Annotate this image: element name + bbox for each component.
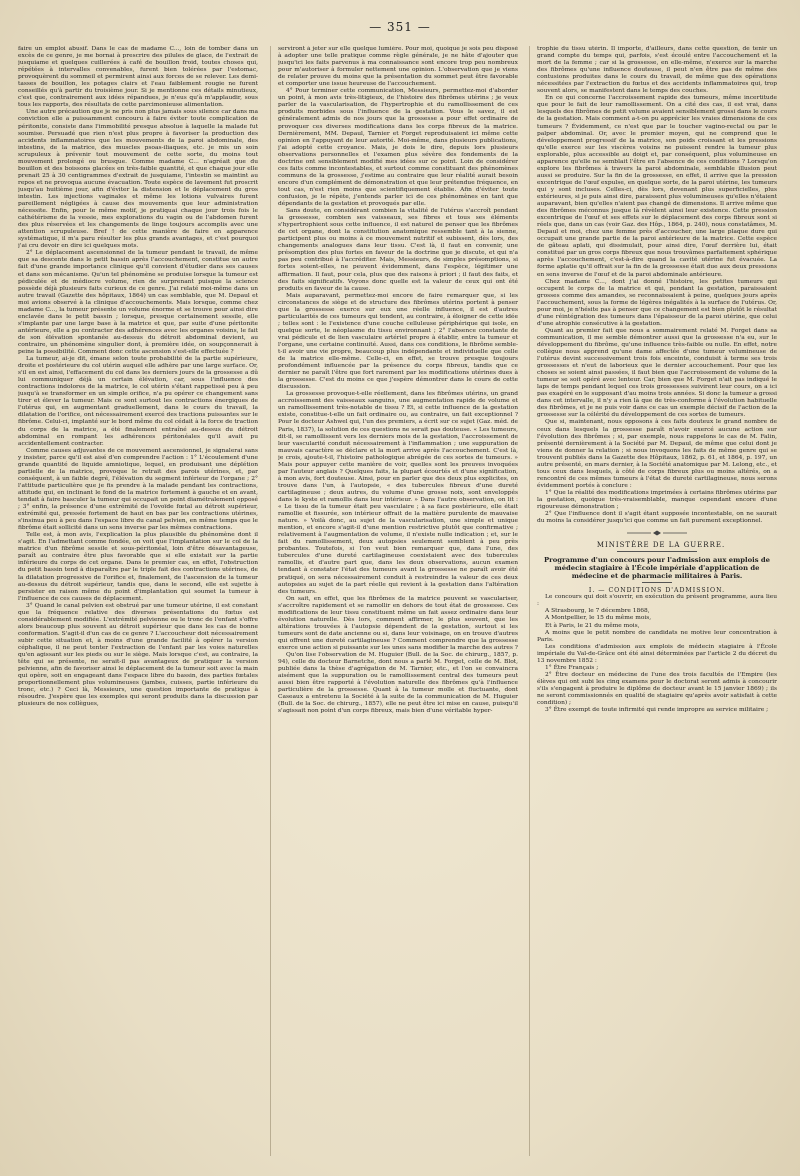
paragraph: trophie du tissu utérin. Il importe, d'ailleurs, dans cette question, de tenir un grand compte du temps qui, parfois, s'est écoulé entre l'accouchement et la mort de la femme ; car si la grossesse, en elle-même, n'exerce sur la marche des fibrômes qu'une influence douteuse, il peut n'en être pas de même des contusions produites dans le cours du travail, de même que des opérations nécessitées par l'extraction du fœtus et des accidents inflammatoires qui, trop souvent alors, se manifestent dans le temps des couches.	[537, 46, 777, 95]
paragraph: Quant au premier fait que nous a sommairement relaté M. Forget dans sa communication, il me semble démontrer aussi que la grossesse n'a eu, sur le développement du fibrôme, qu'une influence très-faible ou nulle. En effet, notre collègue nous apprend qu'une dame affectée d'une tumeur volumineuse de l'utérus devint successivement trois fois enceinte, conduisit à terme ses trois grossesses et n'eut de laborieux que le dernier accouchement. Pour que les choses se soient ainsi passées, il faut bien que l'accroissement de volume de la tumeur se soit opéré avec lenteur. Car, bien que M. Forget n'ait pas indiqué le laps de temps pendant lequel ces trois grossesses suivirent leur cours, on a ici pas exagéré en le supposant d'au moins trois années. Si donc la tumeur a grossi dans cet intervalle, il n'y a rien là que de très-conforme à l'évolution habituelle des fibrômes, et je ne puis voir dans ce cas un exemple décisif de l'action de la grossesse sur la célérité du développement de ces sortes de tumeurs.	[537, 327, 777, 419]
paragraph: A Strasbourg, le 7 décembre 1868,	[545, 608, 650, 615]
paragraph: Une autre précaution que je ne pris non plus jamais sous silence car dans ma conviction elle a puissamment concouru à faire éviter toute complication de péritonite, consiste dans l'immobilité presque absolue à laquelle la malade fut soumise. Persuadé que rien n'est plus propre à favoriser la production des accidents inflammatoires que les mouvements de la paroi abdominale, des intestins, de la matrice, des muscles psoas-iliaques, etc. je mis un soin scrupuleux à prévenir tout mouvement de cette sorte, du moins tout mouvement prolongé ou brusque. Comme madame C... n'agréait que du bouillon et des boissons glacées en très-faible quantité, et que chaque jour elle prenait 25 à 30 centigrammes d'extrait de jusquiame, l'intestin se maintint au repos et ne provoqua aucune évacuation. Toute espèce de lavement fut proscrit jusqu'au huitième jour, afin d'éviter la distension et le déplacement du gros intestin. Les injections vaginales et même les lotions vulvaires furent pareillement négligées à cause des mouvements que leur administration nécessite. Enfin, pour le même motif, je pratiquai chaque jour trois fois le cathétérisme de la vessie, mes explorations du vagin ou de l'abdomen furent des plus réservées et les changements de linge toujours accomplis avec une attention scrupuleuse. Bref ! de cette manière de faire en apparence systématique, il m'a paru résulter les plus grands avantages, et c'est pourquoi j'ai cru devoir en dire ici quelques mots.	[18, 109, 258, 250]
paragraph: Les conditions d'admission aux emplois de médecin stagiaire à l'École impériale du Val-de-Grâce ont été ainsi déterminées par l'article 2 du décret du 13 novembre 1852 :	[537, 643, 777, 664]
paragraph: Comme causes adjuvantes de ce mouvement ascensionnel, je signalerai sans y insister, parce qu'il est aisé d'en comprendre l'action : 1° L'écoulement d'une grande quantité de liquide amniotique, lequel, en produisant une déplétion partielle de la matrice, provoque le retrait des parois utérines, et, par conséquent, à un faible degré, l'élévation du segment inférieur de l'organe ; 2° l'attitude particulière que je fis prendre à la malade pendant les contractions, attitude qui, en inclinant le fond de la matrice fortement à gauche et en avant, tendait à faire basculer la tumeur qui occupait un point diamétralement opposé ; 3° enfin, la présence d'une extrémité de l'ovoïde fœtal au détroit supérieur, extrémité qui, pressée fortement de haut en bas par les contractions utérines, s'insinua peu à peu dans l'espace libre du canal pelvien, en même temps que le fibrôme était sollicité dans un sens inverse par les mêmes contractions.	[18, 447, 258, 532]
paragraph: Telle est, à mon avis, l'explication la plus plausible du phénomène dont il s'agit. En l'admettant comme fondée, on voit que l'implantation sur le col de la matrice d'un fibrôme sessile et sous-péritonéal, loin d'être désavantageuse, paraît au contraire être plus favorable que si elle existait sur la partie inférieure du corps de cet organe. Dans le premier cas, en effet, l'obstruction du petit bassin tend à disparaître par le triple fait des contractions utérines, de la dilatation progressive de l'orifice et, finalement, de l'ascension de la tumeur au-dessus du détroit supérieur, tandis que, dans le second, elle est sujette à persister en raison même du point d'implantation qui soumet la tumeur à l'influence de ces causes de déplacement.	[18, 532, 258, 602]
text-column-3	[537, 46, 777, 1161]
paragraph: Qu'on lise l'observation de M. Huguier (Bull. de la Soc. de chirurg., 1857, p. 94), celle du docteur Barnetche, dont nous a parlé M. Forget, celle de M. Blot, publiée dans la thèse d'agrégation de M. Tarnier, etc., et l'on se convaincra aisément que la suppuration ou le ramollissement central des tumeurs peut aussi bien être rapporté à l'évolution naturelle des fibrômes qu'à l'influence particulière de la grossesse. Quant à la tumeur molle et fluctuante, dont Caseaux a entretenu la Société à la suite de la communication de M. Huguier (Bull. de la Soc. de chirurg., 1857), elle ne peut être ici mise en cause, puisqu'il s'agissait non point d'un corps fibreux, mais bien d'une véritable hyper-	[278, 652, 518, 715]
paragraph: La grossesse provoque-t-elle réellement, dans les fibrômes utérins, un grand accroissement des vaisseaux sanguins, une augmentation rapide de volume et un ramollissement très-notable de tissu ? Et, si cette influence de la gestation existe, constitue-t-elle un fait ordinaire ou, au contraire, un fait exceptionnel ? Pour le docteur Ashwel qui, l'un des premiers, a écrit sur ce sujet (Gaz. méd. de Paris, 1837), la solution de ces questions ne serait pas douteuse. « Les tumeurs, dit-il, se ramollissent vers les derniers mois de la gestation, l'accroissement de leur vascularité conduit nécessairement à l'inflammation ; une suppuration de mauvais caractère se déclare et la mort arrive après l'accouchement. C'est là, je crois, ajoute-t-il, l'histoire pathologique abrégée de ces sortes de tumeurs. » Mais pour appuyer cette manière de voir, quelles sont les preuves invoquées par l'auteur anglais ? Quelques faits, la plupart écourtés et d'une signification, à mon avis, fort douteuse. Ainsi, pour en parler que des deux plus explicites, on trouve dans l'un, à l'autopsie, « des tubercules fibreux d'une dureté cartilagineuse ; deux autres, du volume d'une grosse noix, sont enveloppés dans le kyste et ramollis dans leur intérieur. » Dans l'autre observation, on lit : « Le tissu de la tumeur était peu vasculaire ; à sa face postérieure, elle était ramollie et fissurée, son intérieur offrait de la matière purulente de mauvaise nature. » Voilà donc, au sujet de la vascularisation, une simple et unique mention, et encore s'agit-il d'une mention restrictive plutôt que confirmative ; relativement à l'augmentation de volume, il n'existe nulle indication ; et, sur le fait du ramollissement, deux autopsies seulement semblent à peu près probantes. Toutefois, si l'on veut bien remarquer que, dans l'une, des tubercules d'une dureté cartilagineuse coexistaient avec des tubercules ramollis, et d'autre part que, dans les deux observations, aucun examen tendant à constater l'état des tumeurs avant la grossesse ne paraît avoir été pratiqué, on sera nécessairement conduit à restreindre la valeur de ces deux autopsies au sujet de la part réelle qui revient à la gestation dans l'altération des tumeurs.	[278, 391, 518, 595]
text-column-2	[278, 46, 518, 1161]
paragraph: 2° Être docteur en médecine de l'une des trois facultés de l'Empire (les élèves qui ont subi les cinq examens pour le doctorat seront admis à concourir s'ils s'engagent à produire le diplôme de docteur avant le 15 janvier 1869) ; ils ne seront commissionnés en qualité de stagiaire qu'après avoir satisfait à cette condition) ;	[537, 671, 777, 707]
section-rule	[642, 582, 672, 583]
paragraph: 3° Quand le canal pelvien est obstrué par une tumeur utérine, il est constant que la fréquence relative des diverses présentations du fœtus est considérablement modifiée. L'extrémité pelvienne ou le tronc de l'enfant s'offre alors beaucoup plus souvent au détroit supérieur que dans les cas de bonne conformation. S'agit-il d'un cas de ce genre ? L'accoucheur doit nécessairement subir cette situation et, à moins d'une grande facilité à opérer la version céphalique, il ne peut tenter l'extraction de l'enfant par les voies naturelles qu'en agissant sur les pieds ou sur le siège. Mais lorsque c'est, au contraire, la tête qui se présente, ne serait-il pas avantageux de pratiquer la version pelvienne, afin de favoriser ainsi le déplacement de la tumeur soit avec la main qui opère, soit en engageant dans l'espace libre du bassin, des parties fœtales proportionnellement plus volumineuses (jambes, cuisses, partie inférieure du tronc, etc.) ? Ceci là, Messieurs, une question importante de pratique à résoudre. J'espère que les exemples qui seront produits dans la discussion par plusieurs de nos collègues,	[18, 602, 258, 708]
paragraph: A moins que le petit nombre de candidats ne motive leur concentration à Paris.	[537, 629, 777, 643]
paragraph: 1° Que la réalité des modifications imprimées à certains fibrômes utérins par la gestation, quoique très-vraisemblable, manque cependant encore d'une rigoureuse démonstration ;	[537, 489, 777, 511]
text-column-1	[18, 46, 258, 1161]
paragraph: Que si, maintenant, nous opposons à ces faits douteux le grand nombre de ceux dans lesquels la grossesse paraît n'avoir exercé aucune action sur l'évolution des fibrômes ; si, par exemple, nous rappelons le cas de M. Falin, présenté dernièrement à la Société par M. Depaul, de même que celui dont je viens de donner la relation ; si nous invoquons les faits de même genre qui se trouvent publiés dans la Gazette des Hôpitaux, 1862, p. 61, et 1864, p. 197, un autre présenté, en mars dernier, à la Société anatomique par M. Lelong, etc., et tous ceux dans lesquels, à côté de corps fibreux plus ou moins altérés, on a rencontré de ces mêmes tumeurs à l'état de dureté cartilagineuse, nous serons évidemment portés à conclure :	[537, 419, 777, 489]
paragraph: faire un emploi abusif. Dans le cas de madame C..., loin de tomber dans un excès de ce genre, je me bornai à prescrire des pilules de glace, de l'extrait de jusquiame et quelques cuillerées à café de bouillon froid, toutes choses qui, répétées à intervalles convenables, furent bien tolérées par l'estomac, provoquèrent du sommeil et permirent ainsi aux forces de se relever. Les demi-tasses de bouillon, les potages clairs et l'eau faiblement rougie ne furent conseillés qu'à partir du troisième jour. Si je mentionne ces détails minutieux, c'est que, contrairement aux idées répandues, je n'eus qu'à m'applaudir, sous tous les rapports, des résultats de cette parcimonieuse alimentation.	[18, 46, 258, 109]
paragraph: A Montpellier, le 15 du même mois,	[545, 615, 652, 622]
paragraph: Le concours qui doit s'ouvrir, en exécution du présent programme, aura lieu :	[537, 594, 777, 608]
paragraph: La tumeur, ai-je dit, émane selon toute probabilité de la partie supérieure, droite et postérieure du col utérin auquel elle adhère par une large surface. Or, s'il en est ainsi, l'effacement du col dans les derniers jours de la grossesse a dû lui communiquer déjà un certain élévation, car, sous l'influence des contractions indolores de la matrice, le col utérin s'étant rappetissé peu à peu jusqu'à se transformer en un simple orifice, n'a pu opérer ce changement sans tirer et élever la tumeur. Mais ce sont surtout les contractions énergiques de l'utérus qui, en augmentant graduellement, dans le cours du travail, la dilatation de l'orifice, ont nécessairement exercé des tractions puissantes sur le fibrôme. Celui-ci, implanté sur le bord même du col cédait à la force de traction du corps de la matrice, a été finalement entraîné au-dessus du détroit abdominal en rompant les adhérences péritonéales qu'il avait pu accidentellement contracter.	[18, 356, 258, 447]
paragraph: 1° Être Français ;	[545, 664, 599, 671]
program-title: Programme d'un concours pour l'admission aux emplois de médecin stagiaire à l'École impériale d'application de médecine et de pharmacie militaires à Paris.	[544, 556, 770, 581]
paragraph: Mais auparavant, permettez-moi encore de faire remarquer que, si les circonstances de siège et de structure des fibrômes utérins portent à penser que la grossesse exerce sur eux une réelle influence, il est d'autres particularités de ces tumeurs qui tendent, au contraire, à éloigner de cette idée ; telles sont : le l'existence d'une couche celluleuse périphérique qui isole, en quelque sorte, le néoplasme du tissu environnant ; 2° l'absence constante de vrai pédicule et de lien vasculaire artériel propre à établir, entre la tumeur et l'organe, une certaine continuité. Aussi, dans ces conditions, le fibrôme semble-t-il avoir une vie propre, beaucoup plus indépendante et individuelle que celle de la matrice elle-même. Celle-ci, en effet, se trouve presque toujours profondément influencée par la présence du corps fibreux, tandis que ce dernier ne paraît l'être que fort rarement par les modifications utérines dues à la grossesse. C'est du moins ce que j'espère démontrer dans le cours de cette discussion.	[278, 292, 518, 391]
column-divider	[529, 46, 530, 1156]
paragraph: 3° Être exempt de toute infirmité qui rende impropre au service militaire ;	[545, 707, 769, 714]
page-number: — 351 —	[369, 20, 431, 34]
paragraph: En ce qui concerne l'accroissement rapide des tumeurs, même incertitude que pour le fait de leur ramollissement. On a cité des cas, il est vrai, dans lesquels des fibrômes de petit volume avaient sensiblement grossi dans le cours de la gestation. Mais comment a-t-on pu apprécier les vraies dimensions de ces tumeurs ? Évidemment, ce n'est que par le toucher vagino-rectal ou par le palper abdominal. Or, avec le premier moyen, qui ne comprend que le développement progressif de la matrice, son poids croissant et les pressions qu'elle exerce sur les viscères voisins ne puissent rendre la tumeur plus explorable, plus accessible au doigt et, par conséquent, plus volumineuse en apparence qu'elle ne semblait l'être en l'absence de ces conditions ? Lorsqu'on explore les fibrômes à travers la paroi abdominale, semblable illusion peut aussi se produire. Sur la fin de la grossesse, en effet, il arrive que la pression excentrique de l'œuf expulse, en quelque sorte, de la paroi utérine, les tumeurs qui y sont incluses. Celles-ci, dès lors, devenant plus superficielles, plus extérieures, si je puis ainsi dire, paraissent plus volumineuses qu'elles n'étaient auparavant, bien qu'elles n'aient pas changé de dimensions. Il arrive même que des fibrômes méconnus jusque là révèlent ainsi leur existence. Cette pression excentrique de l'œuf et ses effets sur le déplacement des corps fibreux sont si réels que, dans un cas (voir Gaz. des Hôp., 1864, p. 240), nous constatâmes, M. Depaul et moi, chez une femme près d'accoucher, une large plaque dure qui occupait une grande partie de la paroi antérieure de la matrice. Cette espèce de gâteau aplati, qui dissimulait, pour ainsi dire, l'œuf derrière lui, était constitué par un gros corps fibreux que nous trouvâmes parfaitement sphérique après l'accouchement, c'est-à-dire quand la cavité utérine fut évacuée. La forme aplatie qu'il offrait sur la fin de la grossesse était due aux deux pressions en sens inverse de l'œuf et de la paroi abdominale antérieure.	[537, 95, 777, 278]
paragraph: 4° Pour terminer cette communication, Messieurs, permettez-moi d'aborder un point, à mon avis très-litigieux, de l'histoire des fibrômes utérins ; je veux parler de la vascularisation, de l'hypertrophie et du ramollissement de ces produits morbides sous l'influence de la gestation. Vous le savez, il est généralement admis de nos jours que la grossesse a pour effet ordinaire de provoquer ces diverses modifications dans les corps fibreux de la matrice. Dernièrement, MM. Depaul, Tarnier et Forget reproduisaient ici même cette opinion en l'appuyant de leur autorité. Moi-même, dans plusieurs publications, j'ai adopté cette croyance. Mais, je dois le dire, depuis lors plusieurs observations personnelles et l'examen plus sévère des fondements de la doctrine ont sensiblement modifié mes idées sur ce point. Loin de considérer ces faits comme incontestables, et surtout comme constituant des phénomènes communs de la grossesse, j'estime au contraire que leur réalité aurait besoin encore d'un complément de démonstration et que leur prétendue fréquence, en tout cas, n'est rien moins que scientifiquement établie. Afin d'éviter toute confusion, je le répète, j'entends parler ici de ces phénomènes en tant que dépendants de la gestation et provoqués par elle.	[278, 88, 518, 208]
section-rule	[617, 551, 697, 552]
paragraph: serviront à jeter sur elle quelque lumière. Pour moi, quoique je sois peu disposé à adopter une telle pratique comme règle générale, je ne hâte d'ajouter que jusqu'ici les faits parvenus à ma connaissance sont encore trop peu nombreux pour m'autoriser à formuler nettement une opinion. L'observation que je viens de relater prouve du moins que la présentation du sommet peut être favorable et comporter une issue heureuse de l'accouchement.	[278, 46, 518, 88]
section-title: MINISTÈRE DE LA GUERRE.	[596, 541, 726, 550]
column-divider	[270, 46, 271, 1156]
paragraph: Sans doute, en considérant combien la vitalité de l'utérus s'accroît pendant la grossesse, combien ses vaisseaux, ses fibres et tous ses éléments s'hypertrophient sous cette influence, il est naturel de penser que les fibrômes de cet organe, dont la constitution anatomique ressemble tant à la sienne, participent plus ou moins à ce mouvement nutritif et subissent, dès lors, des changements analogues dans leur tissu. C'est là, il faut en convenir, une présomption des plus fortes en faveur de la doctrine que je discute, et qui n'a pas peu contribué à l'accréditer. Mais, Messieurs, de simples présomptions, si fortes soient-elles, ne peuvent évidemment, dans l'espèce, légitimer une affirmation. Il faut, pour cela, plus que des raisons à priori ; il faut des faits, et des faits significatifs. Voyons donc quelle est la valeur de ceux qui ont été produits en faveur de la cause.	[278, 208, 518, 292]
paragraph: Chez madame C..., dont j'ai donné l'histoire, les petites tumeurs qui occupent le corps de la matrice et qui, pendant la gestation, paraissaient grosses comme des amandes, se reconnaissaient à peine, quelques jours après l'accouchement, sous la forme de légères inégalités à la surface de l'utérus. Or, pour moi, je n'hésite pas à penser que ce changement est bien plutôt le résultat d'une réintégration des tumeurs dans l'épaisseur de la paroi utérine, que celui d'une atrophie consécutive à la gestation.	[537, 278, 777, 327]
ornament-divider	[537, 530, 777, 538]
paragraph: 2° Que l'influence dont il s'agit étant supposée incontestable, on ne saurait du moins la considérer jusqu'ici que comme un fait purement exceptionnel.	[537, 511, 777, 525]
paragraph: Et à Paris, le 21 du même mois,	[545, 622, 640, 629]
paragraph: On sait, en effet, que les fibrômes de la matrice peuvent se vasculariser, s'accroître rapidement et se ramollir en dehors de tout état de grossesse. Ces modifications de leur tissu constituent même un fait assez ordinaire dans leur évolution naturelle. Dès lors, comment affirmer, le plus souvent, que les altérations trouvées à l'autopsie dépendent de la gestation, surtout si les tumeurs sont de date ancienne ou si, dans leur voisinage, on en trouve d'autres qui offrent une dureté cartilagineuse ? Comment comprendre que la grossesse exerce une action si puissante sur les unes sans modifier la marche des autres ?	[278, 595, 518, 651]
paragraph: 2° Le déplacement ascensionnel de la tumeur pendant le travail, de même que sa descente dans le petit bassin après l'accouchement, constitue un autre fait d'une grande importance clinique qu'il convient d'étudier dans ses causes et dans son mécanisme. Qu'un tel phénomène se produise lorsque la tumeur est pédiculée et de médiocre volume, rien de surprenant puisque la science possède déjà plusieurs faits curieux de ce genre. J'ai relaté moi-même dans un autre travail (Gazette des hôpitaux, 1864) un cas semblable, que M. Depaul et moi avions observé à la clinique d'accouchements. Mais lorsque, comme chez madame C..., la tumeur présente un volume énorme et se trouve pour ainsi dire enclavée dans le petit bassin ; lorsque, presque certainement sessile, elle s'implante par une large base à la matrice et que, par suite d'une péritonite antérieure, elle a pu contracter des adhérences avec les organes voisins, le fait de son élévation spontanée au-dessus du détroit abdominal devient, au contraire, un phénomène singulier dont, à première idée, on soupçonnerait à peine la possibilité. Comment donc cette ascension s'est-elle effectuée ?	[18, 250, 258, 356]
subheading: I. — CONDITIONS D'ADMISSION.	[588, 587, 726, 595]
ornament-icon	[627, 530, 687, 536]
